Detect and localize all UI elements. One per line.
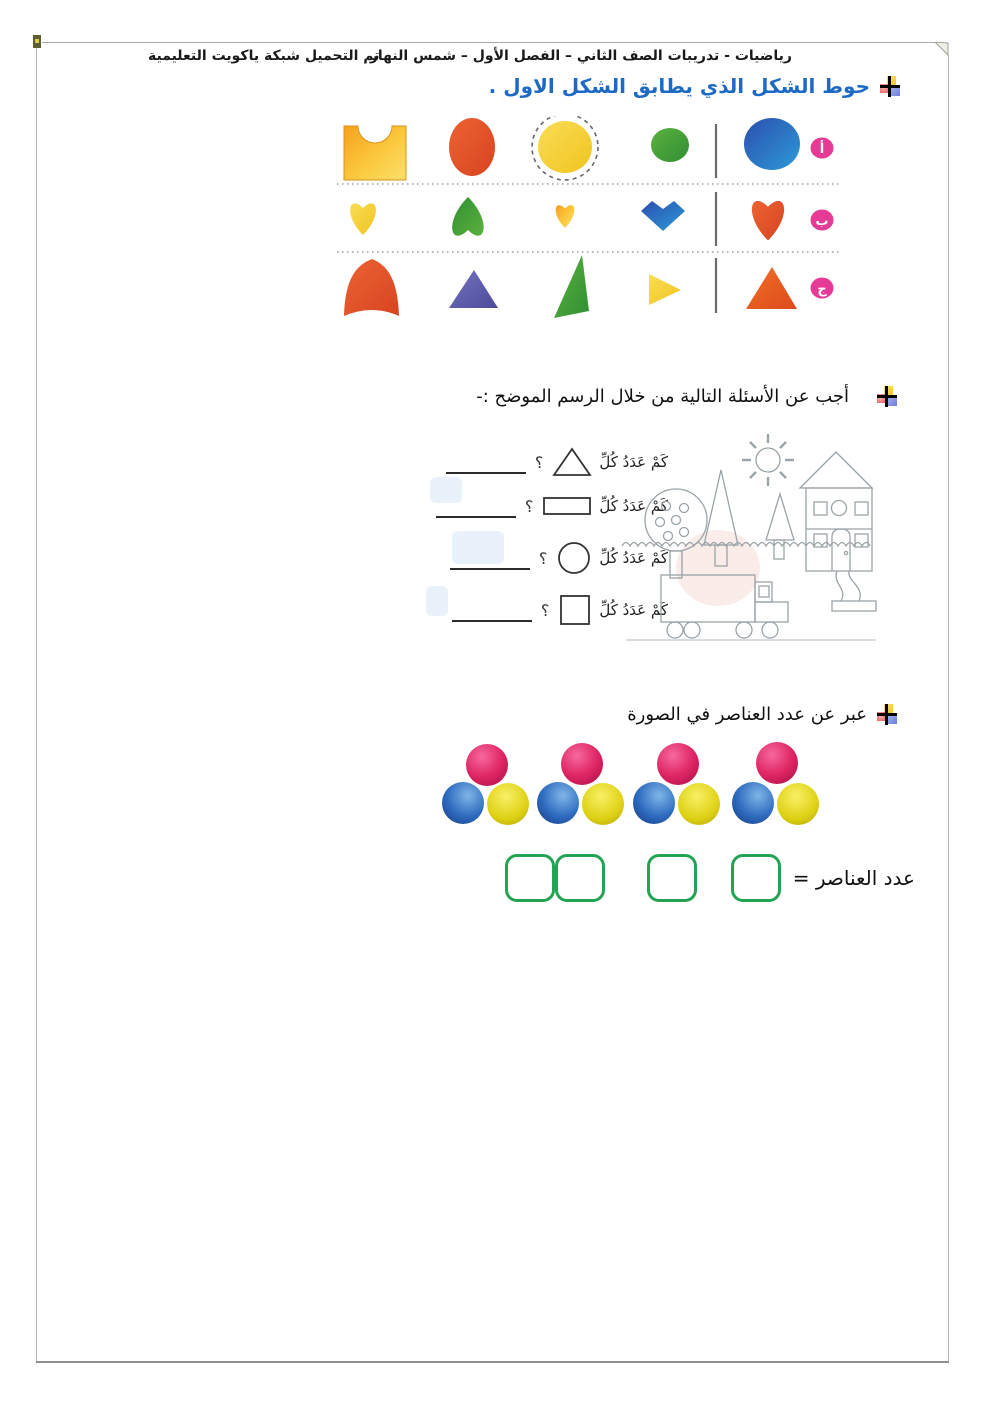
ball-group (633, 743, 720, 825)
orange-triangle-reference-shape (746, 267, 797, 309)
orange-small-heart-shape (556, 205, 575, 228)
green-circle-shape (651, 128, 689, 162)
rectangle-outline-icon (542, 495, 592, 517)
answer-box (505, 854, 555, 902)
question-mark: ؟ (538, 548, 548, 568)
section1-title: حوط الشكل الذي يطابق الشكل الاول . (488, 74, 870, 98)
shape-matching-grid-image (335, 116, 845, 320)
house-drawing (800, 452, 872, 571)
triangle-outline-icon (552, 447, 592, 477)
yellow-heart-shape (350, 203, 376, 235)
answer-blank-line (450, 546, 530, 570)
red-ellipse-shape (449, 118, 495, 176)
question-mark: ؟ (540, 600, 550, 620)
question-text: كَمْ عَدَدُ كُلِّ (599, 549, 668, 567)
red-arch-shape (344, 259, 399, 316)
folded-corner-icon (935, 42, 950, 57)
scene-drawing-image (618, 426, 880, 654)
clipart-bullet-icon (880, 76, 900, 97)
page-border-bottom (36, 1361, 949, 1363)
walkway-drawing (832, 571, 876, 611)
yellow-right-triangle-shape (649, 274, 681, 305)
blue-circle-reference-shape (744, 118, 800, 170)
answer-blank-line (452, 598, 532, 622)
answer-box (555, 854, 605, 902)
header-source-credit: تم التحميل شبكة ياكويت التعليمية (148, 48, 380, 64)
ball-groups-image (430, 741, 840, 839)
scan-smudge (676, 530, 760, 606)
purple-triangle-shape (449, 270, 498, 308)
ball-group (442, 744, 529, 825)
yellow-circle-shape (538, 121, 592, 173)
section3-heading (627, 704, 897, 725)
section2-heading (476, 386, 897, 407)
circle-outline-icon (556, 541, 592, 575)
pine-tree-small-drawing (766, 494, 794, 559)
row-c-label: ج (817, 282, 827, 297)
blue-angular-heart-shape (641, 201, 685, 231)
answer-blank-line (446, 450, 526, 474)
page-border-left (36, 44, 37, 1362)
answer-box (731, 854, 781, 902)
question-text: كَمْ عَدَدُ كُلِّ (599, 497, 668, 515)
row-b-label: ب (815, 214, 829, 229)
question-mark: ؟ (524, 496, 534, 516)
answer-blank-line (436, 494, 516, 518)
red-heart-reference-shape (752, 201, 784, 241)
question-mark: ؟ (534, 452, 544, 472)
clipart-bullet-icon (877, 704, 897, 725)
clipart-bullet-icon (877, 386, 897, 407)
sun-drawing (742, 434, 794, 486)
elements-count-answer-row (505, 854, 915, 902)
answer-box (647, 854, 697, 902)
anchor-marker-icon (33, 35, 41, 48)
green-tall-triangle-shape (554, 255, 589, 318)
row-a-label: أ (819, 142, 825, 157)
elements-count-label: عدد العناصر = (792, 866, 915, 890)
ball-group (537, 743, 624, 825)
ball-group (732, 742, 819, 825)
header-course-info: رياضيات - تدريبات الصف الثاني – الفصل الأول – شمس النهار (369, 48, 792, 64)
page-border-top (42, 42, 936, 43)
section2-title: أجب عن الأسئلة التالية من خلال الرسم الموضح :- (476, 386, 849, 407)
question-text: كَمْ عَدَدُ كُلِّ (599, 453, 668, 471)
section1-heading (489, 74, 900, 98)
square-outline-icon (558, 593, 592, 627)
section3-title: عبر عن عدد العناصر في الصورة (627, 704, 867, 725)
green-inverted-heart-shape (452, 197, 484, 236)
orange-vest-shape (344, 126, 406, 180)
question-text: كَمْ عَدَدُ كُلِّ (599, 601, 668, 619)
page-border-right (948, 55, 949, 1362)
